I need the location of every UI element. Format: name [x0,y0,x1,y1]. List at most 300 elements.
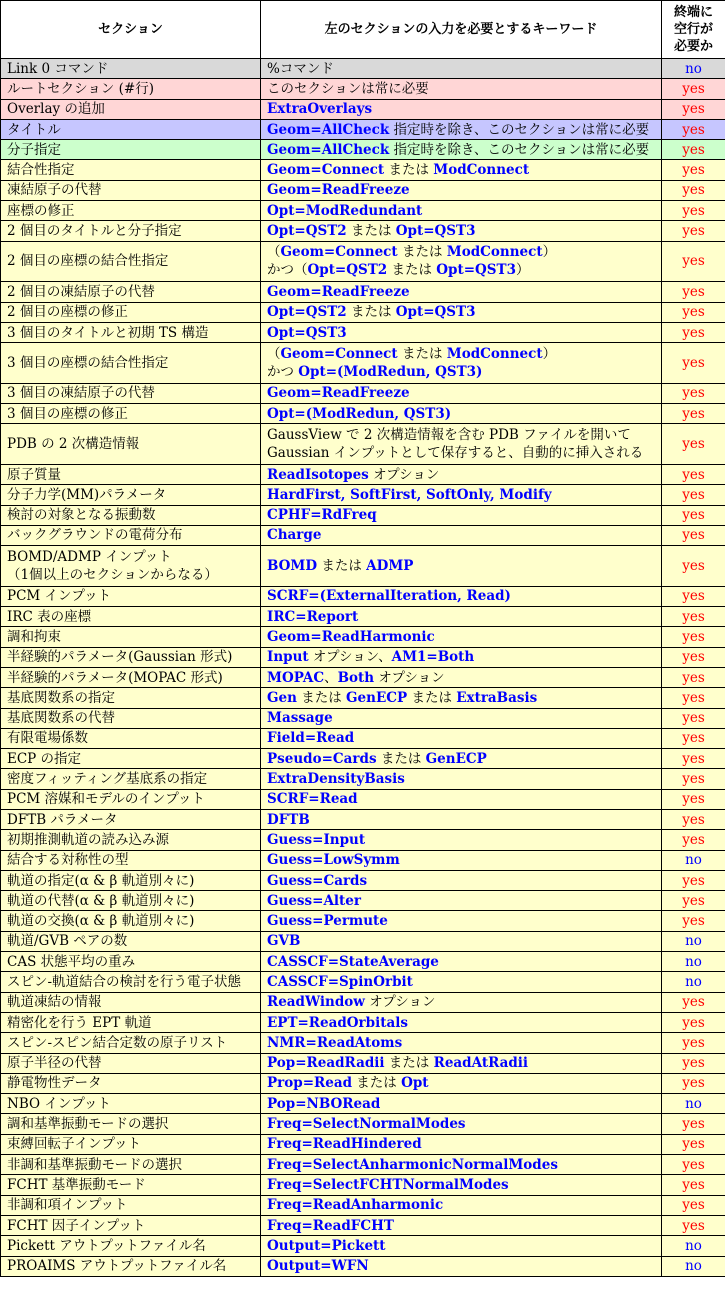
keyword-cell [261,221,662,241]
blank-line-required-cell: yes [662,627,725,647]
keyword-cell [261,160,662,180]
section-cell: DFTB パラメータ [1,809,261,829]
table-row [1,1236,725,1256]
keyword-note: オプション、 [308,649,392,666]
keyword-cell [261,850,662,870]
blank-line-required-cell: yes [662,424,725,465]
section-cell: 結合する対称性の型 [1,850,261,870]
blank-line-required-cell: yes [662,464,725,484]
table-row [1,708,725,728]
keyword-text: Prop=Read [267,1075,353,1092]
keyword-note: または [387,262,437,279]
keyword-note: オプション [364,994,436,1011]
section-cell: PROAIMS アウトプットファイル名 [1,1256,261,1276]
table-row [1,201,725,221]
table-row [1,180,725,200]
blank-line-required-cell: yes [662,322,725,342]
section-cell: 調和拘束 [1,627,261,647]
blank-line-required-cell: yes [662,180,725,200]
blank-line-required-cell: yes [662,140,725,160]
section-cell: スピン-軌道結合の検討を行う電子状態 [1,972,261,992]
section-cell: 原子質量 [1,464,261,484]
section-cell: 分子力学(MM)パラメータ [1,485,261,505]
table-row [1,1195,725,1215]
keyword-text: Charge [267,527,322,544]
header-blank-line-part: 必要か [673,39,713,54]
keyword-cell [261,546,662,587]
keyword-text: CASSCF=SpinOrbit [267,974,413,990]
keyword-note: 、 [324,669,338,686]
table-row [1,485,725,505]
section-cell: バックグラウンドの電荷分布 [1,525,261,545]
keyword-note: ） [542,244,557,261]
keyword-cell [261,282,662,302]
section-cell: 有限電場係数 [1,728,261,748]
blank-line-required-cell: yes [662,79,725,99]
blank-line-required-cell: no [662,952,725,972]
keyword-note: ） [516,262,530,279]
blank-line-required-cell: yes [662,1155,725,1175]
blank-line-required-cell: yes [662,667,725,687]
blank-line-required-cell: yes [662,404,725,424]
table-row [1,728,725,748]
table-row [1,282,725,302]
table-header-row [1,1,725,59]
keyword-cell [261,891,662,911]
keyword-text: Pop=ReadRadii [267,1055,385,1072]
table-row [1,688,725,708]
section-cell: 基底関数系の代替 [1,708,261,728]
keyword-note: または [346,304,396,321]
blank-line-required-cell: yes [662,1114,725,1134]
keyword-text: Opt=QST3 [436,262,516,279]
keyword-cell [261,1073,662,1093]
keyword-text: Opt=QST2 [307,262,388,279]
blank-line-required-cell: yes [662,809,725,829]
keyword-text: Geom=Connect [280,345,398,362]
blank-line-required-cell: yes [662,282,725,302]
blank-line-required-cell: yes [662,1012,725,1032]
table-row [1,404,725,424]
keyword-note: （ [267,345,281,362]
keyword-note: ） [542,345,557,362]
blank-line-required-cell: yes [662,607,725,627]
keyword-text: ModConnect [446,345,543,362]
section-cell: Pickett アウトプットファイル名 [1,1236,261,1256]
keyword-cell [261,749,662,769]
keyword-text: EPT=ReadOrbitals [267,1014,408,1031]
keyword-text: MOPAC [267,669,325,686]
keyword-text: Opt [401,1075,429,1092]
keyword-text: Geom=ReadFreeze [267,182,410,199]
keyword-text: Guess=Cards [267,872,368,889]
table-row [1,546,725,587]
blank-line-required-cell: yes [662,870,725,890]
blank-line-required-cell: yes [662,1053,725,1073]
keyword-cell [261,708,662,728]
keyword-note: または [296,689,347,706]
section-cell: 半経験的パラメータ(Gaussian 形式) [1,647,261,667]
keyword-cell [261,464,662,484]
blank-line-required-cell: yes [662,688,725,708]
keyword-text: Geom=ReadFreeze [267,385,410,402]
section-cell: IRC 表の座標 [1,607,261,627]
section-cell: 原子半径の代替 [1,1053,261,1073]
keyword-cell [261,1094,662,1114]
keyword-text: CPHF=RdFreq [267,507,377,524]
section-cell: 非調和項インプット [1,1195,261,1215]
keyword-text: Guess=Alter [267,892,361,909]
table-row [1,809,725,829]
section-cell: 軌道の代替(α & β 軌道別々に) [1,891,261,911]
keyword-text: Freq=SelectAnharmonicNormalModes [267,1156,558,1173]
keyword-cell [261,59,662,79]
keyword-text: ReadIsotopes [267,466,369,483]
keyword-text: DFTB [267,811,310,828]
keyword-note: または [376,750,426,767]
keyword-text: GenECP [346,689,408,706]
table-row [1,1175,725,1195]
section-cell: NBO インプット [1,1094,261,1114]
keyword-note: または [346,223,396,240]
keyword-note: かつ（ [267,262,308,279]
blank-line-required-cell: yes [662,647,725,667]
table-row [1,931,725,951]
blank-line-required-cell: yes [662,485,725,505]
blank-line-required-cell: yes [662,911,725,931]
keyword-cell [261,525,662,545]
section-cell: 軌道の指定(α & β 軌道別々に) [1,870,261,890]
keyword-text: Freq=ReadHindered [267,1136,422,1153]
keyword-cell [261,607,662,627]
keyword-cell [261,667,662,687]
section-cell: 非調和基準振動モードの選択 [1,1155,261,1175]
keyword-text: Opt=QST3 [267,324,347,341]
keyword-cell [261,1215,662,1235]
section-cell: 3 個目の座標の修正 [1,404,261,424]
table-row [1,525,725,545]
keyword-note: かつ [267,363,299,380]
keyword-text: Geom=AllCheck [267,141,390,158]
keyword-note: オプション [368,466,440,483]
section-cell: 基底関数系の指定 [1,688,261,708]
table-row [1,972,725,992]
keyword-cell [261,1175,662,1195]
table-row [1,769,725,789]
keyword-cell [261,1155,662,1175]
blank-line-required-cell: yes [662,1073,725,1093]
blank-line-required-cell: no [662,1256,725,1276]
keyword-text: CASSCF=StateAverage [267,953,439,970]
keyword-cell [261,180,662,200]
keyword-cell [261,119,662,139]
section-cell: スピン-スピン結合定数の原子リスト [1,1033,261,1053]
blank-line-required-cell: yes [662,302,725,322]
section-cell: 半経験的パラメータ(MOPAC 形式) [1,667,261,687]
keyword-cell [261,627,662,647]
keyword-text: Geom=Connect [267,162,385,179]
header-section: セクション [1,1,261,59]
keyword-text: HardFirst, SoftFirst, SoftOnly, Modify [267,486,552,503]
keyword-text: Output=WFN [267,1258,369,1275]
blank-line-required-cell: yes [662,891,725,911]
keyword-text: Freq=ReadFCHT [267,1217,394,1234]
blank-line-required-cell: yes [662,749,725,769]
section-cell: 凍結原子の代替 [1,180,261,200]
section-cell: 結合性指定 [1,160,261,180]
keyword-cell [261,830,662,850]
keyword-cell [261,911,662,931]
keyword-cell [261,870,662,890]
section-cell: 2 個目の座標の修正 [1,302,261,322]
section-cell: 初期推測軌道の読み込み源 [1,830,261,850]
keyword-text: ExtraDensityBasis [267,771,405,788]
section-cell: 3 個目の凍結原子の代替 [1,383,261,403]
table-row [1,749,725,769]
section-cell: 2 個目のタイトルと分子指定 [1,221,261,241]
keyword-text: Geom=AllCheck [267,121,390,138]
table-row [1,891,725,911]
keyword-text: GVB [267,933,301,950]
section-cell: 分子指定 [1,140,261,160]
blank-line-required-cell: yes [662,505,725,525]
blank-line-required-cell: no [662,1236,725,1256]
keyword-text: ModConnect [433,162,530,179]
blank-line-required-cell: yes [662,830,725,850]
keyword-text: Freq=SelectNormalModes [267,1116,466,1133]
table-row [1,607,725,627]
keyword-text: ExtraBasis [456,689,538,706]
keyword-cell [261,647,662,667]
keyword-cell [261,1033,662,1053]
blank-line-required-cell: yes [662,119,725,139]
table-row [1,1134,725,1154]
table-row [1,850,725,870]
section-cell: Link 0 コマンド [1,59,261,79]
keyword-cell [261,1236,662,1256]
keyword-cell [261,343,662,384]
keyword-text: Opt=(ModRedun, QST3) [267,405,452,422]
section-cell: PCM インプット [1,586,261,606]
keyword-text: Opt=ModRedundant [267,202,423,219]
keyword-note: %コマンド [267,60,334,77]
keyword-cell [261,404,662,424]
keyword-cell [261,424,662,465]
section-cell: タイトル [1,119,261,139]
keyword-text: AM1=Both [391,649,475,666]
keyword-text: ModConnect [446,244,543,261]
table-row [1,1073,725,1093]
blank-line-required-cell: yes [662,525,725,545]
table-row [1,1155,725,1175]
blank-line-required-cell: yes [662,201,725,221]
section-cell: PCM 溶媒和モデルのインプット [1,789,261,809]
section-cell: Overlay の追加 [1,99,261,119]
keyword-text: Freq=ReadAnharmonic [267,1197,444,1214]
keyword-text: GenECP [425,750,487,767]
table-row [1,302,725,322]
section-cell: CAS 状態平均の重み [1,952,261,972]
keyword-text: Pop=NBORead [267,1095,381,1112]
table-row [1,647,725,667]
table-row [1,241,725,282]
table-row [1,870,725,890]
keyword-text: Geom=ReadHarmonic [267,628,435,645]
table-row [1,830,725,850]
keyword-note: または [407,689,457,706]
section-cell: 密度フィッティング基底系の指定 [1,769,261,789]
keyword-cell [261,322,662,342]
keyword-text: Opt=QST3 [395,304,476,321]
table-row [1,1215,725,1235]
blank-line-required-cell: yes [662,1215,725,1235]
section-cell: 精密化を行う EPT 軌道 [1,1012,261,1032]
table-row [1,221,725,241]
keyword-cell [261,302,662,322]
blank-line-required-cell: yes [662,728,725,748]
keyword-cell [261,972,662,992]
table-row [1,160,725,180]
keyword-text: SCRF=Read [267,791,358,808]
table-row [1,424,725,465]
keyword-cell [261,383,662,403]
section-cell: 座標の修正 [1,201,261,221]
table-row [1,505,725,525]
keyword-text: Freq=SelectFCHTNormalModes [267,1176,509,1193]
keyword-text: Guess=Permute [267,913,388,930]
keyword-cell [261,241,662,282]
keyword-text: IRC=Report [267,608,359,625]
blank-line-required-cell: yes [662,992,725,1012]
keyword-text: Pseudo=Cards [267,750,377,767]
blank-line-required-cell: yes [662,546,725,587]
blank-line-required-cell: yes [662,383,725,403]
keyword-cell [261,586,662,606]
keyword-note: または [397,244,447,261]
blank-line-required-cell: yes [662,708,725,728]
table-row [1,911,725,931]
table-body [1,59,725,1277]
keyword-note: または [384,162,434,179]
keyword-text: SCRF=(ExternalIteration, Read) [267,588,511,605]
section-cell: 3 個目のタイトルと初期 TS 構造 [1,322,261,342]
keyword-cell [261,140,662,160]
blank-line-required-cell: no [662,59,725,79]
keyword-note: または [384,1055,434,1072]
blank-line-required-cell: no [662,931,725,951]
section-cell: 束縛回転子インプット [1,1134,261,1154]
section-cell: 2 個目の凍結原子の代替 [1,282,261,302]
table-row [1,322,725,342]
keyword-cell [261,728,662,748]
section-cell: 軌道の交換(α & β 軌道別々に) [1,911,261,931]
keyword-text: Opt=QST3 [395,223,476,240]
keyword-text: Input [267,649,309,666]
keyword-cell [261,1134,662,1154]
table-row [1,99,725,119]
header-blank-line [662,1,725,59]
keyword-text: NMR=ReadAtoms [267,1034,403,1051]
blank-line-required-cell: yes [662,1033,725,1053]
table-row [1,119,725,139]
section-cell: 検討の対象となる振動数 [1,505,261,525]
keyword-cell [261,688,662,708]
blank-line-required-cell: yes [662,769,725,789]
keyword-text: Guess=Input [267,831,366,848]
keyword-text: Opt=QST2 [267,223,347,240]
blank-line-required-cell: yes [662,160,725,180]
keyword-note: 指定時を除き、このセクションは常に必要 [389,121,650,138]
blank-line-required-cell: no [662,1094,725,1114]
keyword-cell [261,769,662,789]
table-row [1,1012,725,1032]
keyword-note: 指定時を除き、このセクションは常に必要 [389,141,650,158]
section-cell: FCHT 因子インプット [1,1215,261,1235]
keyword-cell [261,1195,662,1215]
keyword-note: または [352,1075,402,1092]
keyword-text: Geom=Connect [280,244,398,261]
keyword-note: このセクションは常に必要 [267,80,429,97]
table-row [1,627,725,647]
keyword-text: Geom=ReadFreeze [267,283,410,300]
blank-line-required-cell: no [662,972,725,992]
keyword-cell [261,1053,662,1073]
blank-line-required-cell: yes [662,586,725,606]
keyword-cell [261,485,662,505]
section-cell: FCHT 基準振動モード [1,1175,261,1195]
keyword-text: ReadWindow [267,994,365,1011]
keyword-text: BOMD [267,557,318,574]
blank-line-required-cell: yes [662,99,725,119]
keyword-cell [261,201,662,221]
table-row [1,464,725,484]
table-row [1,586,725,606]
blank-line-required-cell: no [662,850,725,870]
blank-line-required-cell: yes [662,221,725,241]
keyword-cell [261,789,662,809]
keyword-text: Output=Pickett [267,1237,386,1254]
keyword-note: または [317,557,367,574]
blank-line-required-cell: yes [662,1195,725,1215]
table-row [1,79,725,99]
keyword-text: Opt=(ModRedun, QST3) [298,363,483,380]
table-row [1,992,725,1012]
table-row [1,1114,725,1134]
keyword-cell [261,505,662,525]
keyword-note: （ [267,244,281,261]
blank-line-required-cell: yes [662,1134,725,1154]
section-cell: ルートセクション (#行) [1,79,261,99]
table-row [1,1053,725,1073]
header-blank-line-part: 空行が [673,22,713,37]
keyword-cell [261,1256,662,1276]
section-cell: 2 個目の座標の結合性指定 [1,241,261,282]
keyword-note: Gaussian インプットとして保存すると、自動的に挿入される [267,445,644,462]
keyword-cell [261,99,662,119]
section-cell: 軌道/GVB ペアの数 [1,931,261,951]
blank-line-required-cell: yes [662,1175,725,1195]
keyword-text: Opt=QST2 [267,304,347,321]
keyword-cell [261,1012,662,1032]
keyword-text: Both [337,669,375,686]
section-cell: 3 個目の座標の結合性指定 [1,343,261,384]
header-blank-line-part: 終端に [673,5,713,20]
table-row [1,343,725,384]
keyword-cell [261,952,662,972]
section-cell: ECP の指定 [1,749,261,769]
keyword-cell [261,931,662,951]
keyword-cell [261,1114,662,1134]
